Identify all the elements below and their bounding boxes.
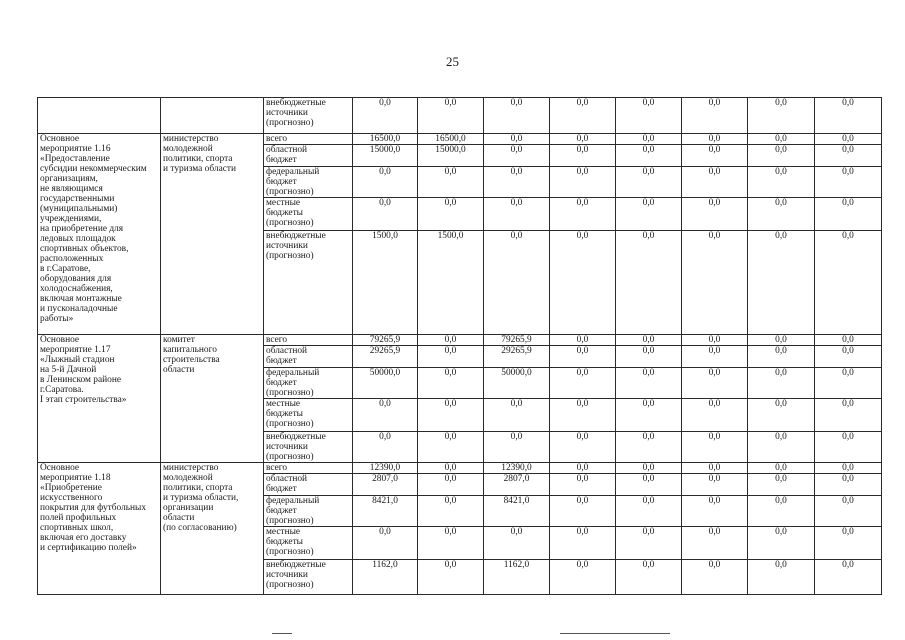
value-cell: 0,0 [682, 167, 748, 198]
value-cell: 0,0 [550, 496, 616, 527]
value-cell: 0,0 [550, 167, 616, 198]
value-cell: 0,0 [682, 346, 748, 368]
value-cell: 0,0 [418, 399, 484, 432]
value-cell: 0,0 [484, 432, 550, 463]
value-cell: 0,0 [550, 346, 616, 368]
executor-cell [161, 98, 264, 134]
value-cell: 0,0 [550, 335, 616, 346]
value-cell: 0,0 [748, 399, 815, 432]
value-cell: 0,0 [616, 399, 682, 432]
value-cell: 0,0 [616, 560, 682, 595]
value-cell: 0,0 [748, 560, 815, 595]
value-cell: 0,0 [616, 474, 682, 496]
value-cell: 0,0 [418, 167, 484, 198]
executor-cell: комитет капитального строительства области [161, 335, 264, 463]
value-cell: 0,0 [484, 134, 550, 145]
value-cell: 0,0 [682, 496, 748, 527]
value-cell: 0,0 [418, 346, 484, 368]
funding-source-cell: областной бюджет [264, 474, 353, 496]
value-cell: 0,0 [418, 527, 484, 560]
funding-source-cell: внебюджетные источники (прогнозно) [264, 98, 353, 134]
value-cell: 0,0 [616, 231, 682, 335]
funding-source-cell: местные бюджеты (прогнозно) [264, 399, 353, 432]
value-cell: 0,0 [418, 496, 484, 527]
value-cell: 0,0 [682, 145, 748, 167]
value-cell: 79265,9 [353, 335, 418, 346]
value-cell: 1162,0 [484, 560, 550, 595]
value-cell: 15000,0 [353, 145, 418, 167]
value-cell: 0,0 [550, 231, 616, 335]
funding-source-cell: внебюджетные источники (прогнозно) [264, 231, 353, 335]
value-cell: 0,0 [815, 560, 882, 595]
value-cell: 0,0 [815, 474, 882, 496]
value-cell: 0,0 [815, 145, 882, 167]
table-row [38, 463, 882, 474]
value-cell: 0,0 [616, 496, 682, 527]
funding-source-cell: всего [264, 463, 353, 474]
value-cell: 0,0 [815, 496, 882, 527]
value-cell: 0,0 [484, 527, 550, 560]
value-cell: 0,0 [550, 560, 616, 595]
value-cell: 0,0 [748, 496, 815, 527]
funding-source-cell: местные бюджеты (прогнозно) [264, 198, 353, 231]
value-cell: 2807,0 [353, 474, 418, 496]
value-cell: 2807,0 [484, 474, 550, 496]
value-cell: 29265,9 [484, 346, 550, 368]
value-cell: 0,0 [616, 167, 682, 198]
value-cell: 0,0 [748, 145, 815, 167]
funding-source-cell: всего [264, 335, 353, 346]
value-cell: 0,0 [484, 399, 550, 432]
value-cell: 0,0 [748, 198, 815, 231]
value-cell: 0,0 [815, 231, 882, 335]
value-cell: 0,0 [484, 167, 550, 198]
value-cell: 0,0 [418, 432, 484, 463]
funding-source-cell: областной бюджет [264, 145, 353, 167]
value-cell: 0,0 [815, 134, 882, 145]
value-cell: 8421,0 [353, 496, 418, 527]
value-cell: 0,0 [748, 98, 815, 134]
value-cell: 0,0 [748, 432, 815, 463]
value-cell: 0,0 [682, 560, 748, 595]
value-cell: 0,0 [353, 527, 418, 560]
value-cell: 0,0 [616, 98, 682, 134]
value-cell: 0,0 [418, 474, 484, 496]
budget-table [37, 97, 882, 595]
value-cell: 0,0 [682, 368, 748, 399]
funding-source-cell: местные бюджеты (прогнозно) [264, 527, 353, 560]
funding-source-cell: федеральный бюджет (прогнозно) [264, 496, 353, 527]
value-cell: 0,0 [550, 527, 616, 560]
value-cell: 0,0 [616, 346, 682, 368]
value-cell: 0,0 [484, 198, 550, 231]
value-cell: 0,0 [682, 134, 748, 145]
value-cell: 0,0 [353, 98, 418, 134]
value-cell: 0,0 [748, 474, 815, 496]
value-cell: 0,0 [815, 399, 882, 432]
value-cell: 1162,0 [353, 560, 418, 595]
value-cell: 0,0 [418, 198, 484, 231]
executor-cell: министерство молодежной политики, спорта и туризма области [161, 134, 264, 335]
value-cell: 0,0 [550, 368, 616, 399]
value-cell: 29265,9 [353, 346, 418, 368]
value-cell: 0,0 [616, 134, 682, 145]
bottom-rule [560, 633, 670, 634]
value-cell: 0,0 [815, 167, 882, 198]
value-cell: 0,0 [682, 231, 748, 335]
value-cell: 0,0 [616, 432, 682, 463]
value-cell: 0,0 [748, 134, 815, 145]
value-cell: 1500,0 [353, 231, 418, 335]
value-cell: 0,0 [682, 463, 748, 474]
value-cell: 0,0 [484, 98, 550, 134]
value-cell: 0,0 [353, 167, 418, 198]
value-cell: 0,0 [550, 98, 616, 134]
value-cell: 0,0 [748, 167, 815, 198]
funding-source-cell: федеральный бюджет (прогнозно) [264, 368, 353, 399]
executor-cell: министерство молодежной политики, спорта и туризма области, организации области (по согласованию) [161, 463, 264, 595]
event-cell [38, 98, 161, 134]
value-cell: 12390,0 [484, 463, 550, 474]
event-cell: Основное мероприятие 1.17 «Лыжный стадион на 5-й Дачной в Ленинском районе г.Саратова. I этап строительства» [38, 335, 161, 463]
value-cell: 0,0 [815, 198, 882, 231]
value-cell: 0,0 [682, 198, 748, 231]
value-cell: 0,0 [616, 145, 682, 167]
value-cell: 0,0 [748, 527, 815, 560]
value-cell: 0,0 [748, 346, 815, 368]
value-cell: 0,0 [418, 98, 484, 134]
value-cell: 0,0 [748, 463, 815, 474]
value-cell: 0,0 [616, 527, 682, 560]
value-cell: 0,0 [616, 198, 682, 231]
table-row [38, 98, 882, 134]
table-row [38, 134, 882, 145]
value-cell: 50000,0 [353, 368, 418, 399]
value-cell: 0,0 [748, 368, 815, 399]
value-cell: 0,0 [682, 335, 748, 346]
value-cell: 0,0 [682, 399, 748, 432]
value-cell: 0,0 [418, 335, 484, 346]
funding-source-cell: внебюджетные источники (прогнозно) [264, 432, 353, 463]
value-cell: 0,0 [616, 368, 682, 399]
value-cell: 8421,0 [484, 496, 550, 527]
value-cell: 0,0 [418, 560, 484, 595]
funding-source-cell: федеральный бюджет (прогнозно) [264, 167, 353, 198]
value-cell: 0,0 [484, 145, 550, 167]
value-cell: 1500,0 [418, 231, 484, 335]
value-cell: 0,0 [353, 432, 418, 463]
funding-source-cell: внебюджетные источники (прогнозно) [264, 560, 353, 595]
funding-source-cell: всего [264, 134, 353, 145]
value-cell: 0,0 [418, 463, 484, 474]
event-cell: Основное мероприятие 1.16 «Предоставление субсидии некоммерческим организациям, не являющимся государственными (муниципальными) учреждениями, на приобретение для ледовых площадок спортивных объектов, расположенных в г.Саратове, оборудования для холодоснабжения, включая монтажные и пусконаладочные работы» [38, 134, 161, 335]
value-cell: 0,0 [815, 98, 882, 134]
value-cell: 0,0 [815, 346, 882, 368]
value-cell: 15000,0 [418, 145, 484, 167]
page-number: 25 [446, 54, 459, 69]
value-cell: 0,0 [815, 527, 882, 560]
table-row [38, 335, 882, 346]
value-cell: 0,0 [484, 231, 550, 335]
value-cell: 0,0 [682, 474, 748, 496]
value-cell: 0,0 [550, 463, 616, 474]
value-cell: 0,0 [682, 527, 748, 560]
value-cell: 0,0 [748, 231, 815, 335]
value-cell: 0,0 [353, 198, 418, 231]
value-cell: 12390,0 [353, 463, 418, 474]
value-cell: 0,0 [815, 463, 882, 474]
value-cell: 16500,0 [353, 134, 418, 145]
value-cell: 0,0 [815, 432, 882, 463]
value-cell: 0,0 [550, 134, 616, 145]
value-cell: 0,0 [616, 335, 682, 346]
value-cell: 0,0 [353, 399, 418, 432]
value-cell: 16500,0 [418, 134, 484, 145]
value-cell: 0,0 [616, 463, 682, 474]
value-cell: 0,0 [550, 399, 616, 432]
value-cell: 0,0 [550, 474, 616, 496]
funding-source-cell: областной бюджет [264, 346, 353, 368]
event-cell: Основное мероприятие 1.18 «Приобретение искусственного покрытия для футбольных полей профильных спортивных школ, включая его доставку и сертификацию полей» [38, 463, 161, 595]
value-cell: 50000,0 [484, 368, 550, 399]
value-cell: 0,0 [550, 145, 616, 167]
value-cell: 0,0 [550, 432, 616, 463]
value-cell: 0,0 [682, 432, 748, 463]
value-cell: 0,0 [418, 368, 484, 399]
value-cell: 0,0 [550, 198, 616, 231]
value-cell: 79265,9 [484, 335, 550, 346]
value-cell: 0,0 [682, 98, 748, 134]
value-cell: 0,0 [815, 335, 882, 346]
bottom-rule [272, 633, 292, 634]
value-cell: 0,0 [815, 368, 882, 399]
value-cell: 0,0 [748, 335, 815, 346]
